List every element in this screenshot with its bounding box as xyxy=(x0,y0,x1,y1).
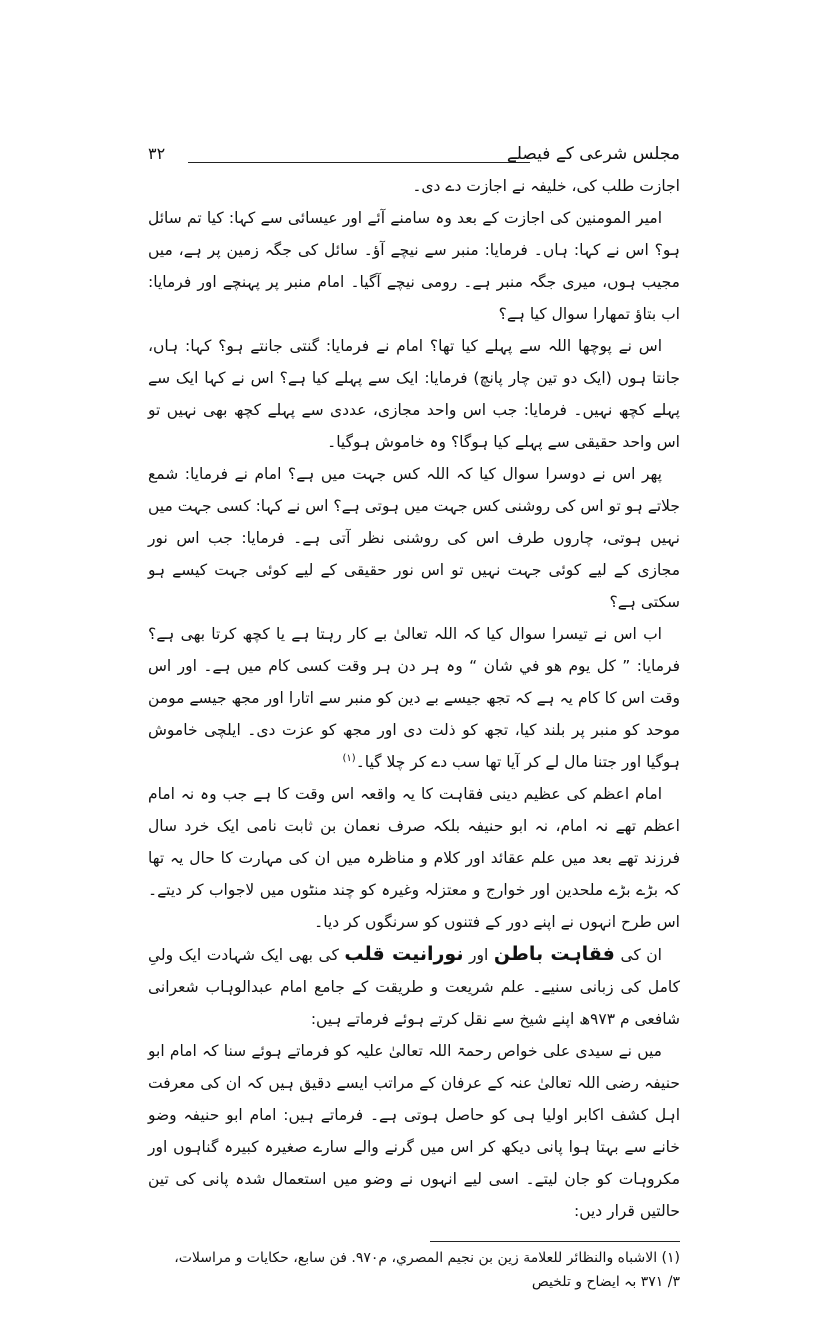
paragraph: اس نے پوچھا اللہ سے پہلے کیا تھا؟ امام نے فرمایا: گنتی جانتے ہو؟ کہا: ہاں، جانتا ہوں (ایک دو تین چار پانچ) فرمایا: ایک سے پہلے کیا ہے؟ اس نے کہا ایک سے پہلے کچھ نہیں۔ فرمایا: جب اس واحد مجازی، عددی سے پہلے کچھ بھی نہیں تو اس واحد حقیقی سے پہلے کیا ہوگا؟ وہ خاموش ہوگیا۔ xyxy=(148,337,680,451)
footnote: (۱) الاشباه والنظائر للعلامة زين بن نجيم المصري، م٩٧٠. فن سابع، حكايات و مراسلات، xyxy=(174,1250,680,1266)
header-rule xyxy=(188,162,530,163)
bold-phrase: نورانیت قلب xyxy=(344,943,464,965)
paragraph-with-footnote xyxy=(148,618,680,778)
footnote-ref: (۱) xyxy=(342,752,356,764)
running-header xyxy=(148,140,680,170)
quoted-paragraph: میں نے سیدی علی خواص رحمۃ اللہ تعالیٰ علیہ کو فرماتے ہوئے سنا کہ امام ابو حنیفہ رضی اللہ تعالیٰ عنہ کے عرفان کے مراتب ایسے دقیق ہیں کہ ان کی معرفت اہل کشف اکابر اولیا ہی کو حاصل ہوتی ہے۔ فرماتے ہیں: امام ابو حنیفہ وضو خانے سے بہتا ہوا پانی دیکھ کر اس میں گرنے والے سارے صغیرہ کبیرہ گناہوں اور مکروہات کو جان لیتے۔ اسی لیے انہوں نے وضو میں استعمال شدہ پانی کی تین حالتیں قرار دیں: xyxy=(148,1042,680,1220)
text: کی بھی ایک شہادت ایک ولیِ کامل کی زبانی سنیے۔ علم شریعت و طریقت کے جامع امام عبدالوہاب شعرانی شافعی م ۹۷۳ھ اپنے شیخ سے نقل کرتے ہوئے فرماتے ہیں: xyxy=(148,946,680,1028)
text: اور xyxy=(469,946,489,964)
body-text xyxy=(148,170,680,1227)
footnotes xyxy=(148,1246,680,1294)
paragraph-text: اب اس نے تیسرا سوال کیا کہ اللہ تعالیٰ بے کار رہتا ہے یا کچھ کرتا بھی ہے؟ فرمایا: ” كل يوم هو في شان “ وہ ہر دن ہر وقت کسی کام میں ہے۔ اور اس وقت اس کا کام یہ ہے کہ تجھ جیسے بے دین کو منبر سے اتارا اور مجھ جیسے مومن موحد کو منبر پر بلند کیا، تجھ کو ذلت دی اور مجھ کو عزت دی۔ ایلچی خاموش ہوگیا اور جتنا مال لے کر آیا تھا سب دے کر چلا گیا۔ xyxy=(148,625,680,771)
paragraph: پھر اس نے دوسرا سوال کیا کہ اللہ کس جہت میں ہے؟ امام نے فرمایا: شمع جلاتے ہو تو اس کی روشنی کس جہت میں ہوتی ہے؟ اس نے کہا: کسی جہت میں نہیں ہوتی، چاروں طرف اس کی روشنی نظر آتی ہے۔ فرمایا: جب اس نور مجازی کے لیے کوئی جہت نہیں تو اس نور حقیقی کے لیے کوئی جہت کیسے ہو سکتی ہے؟ xyxy=(148,465,680,611)
text: ان کی xyxy=(620,946,662,964)
page-number: ۳۲ xyxy=(148,144,166,163)
paragraph: اجازت طلب کی، خلیفہ نے اجازت دے دی۔ xyxy=(412,177,680,195)
paragraph: امام اعظم کی عظیم دینی فقاہت کا یہ واقعہ اس وقت کا ہے جب وہ نہ امام اعظم تھے نہ امام، نہ ابو حنیفہ بلکہ صرف نعمان بن ثابت نامی ایک خرد سال فرزند تھے بعد میں علم عقائد اور کلام و مناظرہ میں ان کی مہارت کا حال یہ تھا کہ بڑے بڑے ملحدین اور خوارج و معتزلہ وغیرہ کو چند منٹوں میں لاجواب کر دیتے۔ اس طرح انہوں نے اپنے دور کے فتنوں کو سرنگوں کر دیا۔ xyxy=(148,785,680,931)
bold-phrase: فقاہت باطن xyxy=(493,943,615,965)
footnote-separator xyxy=(430,1241,680,1242)
footnote-continuation: ۳/ ۳۷۱ بہ ایضاح و تلخیص xyxy=(531,1274,680,1290)
paragraph xyxy=(148,938,680,1035)
paragraph: امیر المومنین کی اجازت کے بعد وہ سامنے آئے اور عیسائی سے کہا: کیا تم سائل ہو؟ اس نے کہا: ہاں۔ فرمایا: منبر سے نیچے آؤ۔ سائل کی جگہ زمین پر ہے، میں مجیب ہوں، میری جگہ منبر ہے۔ رومی نیچے آگیا۔ امام منبر پر پہنچے اور فرمایا: اب بتاؤ تمھارا سوال کیا ہے؟ xyxy=(148,209,680,323)
book-title: مجلس شرعی کے فیصلے xyxy=(506,144,680,164)
